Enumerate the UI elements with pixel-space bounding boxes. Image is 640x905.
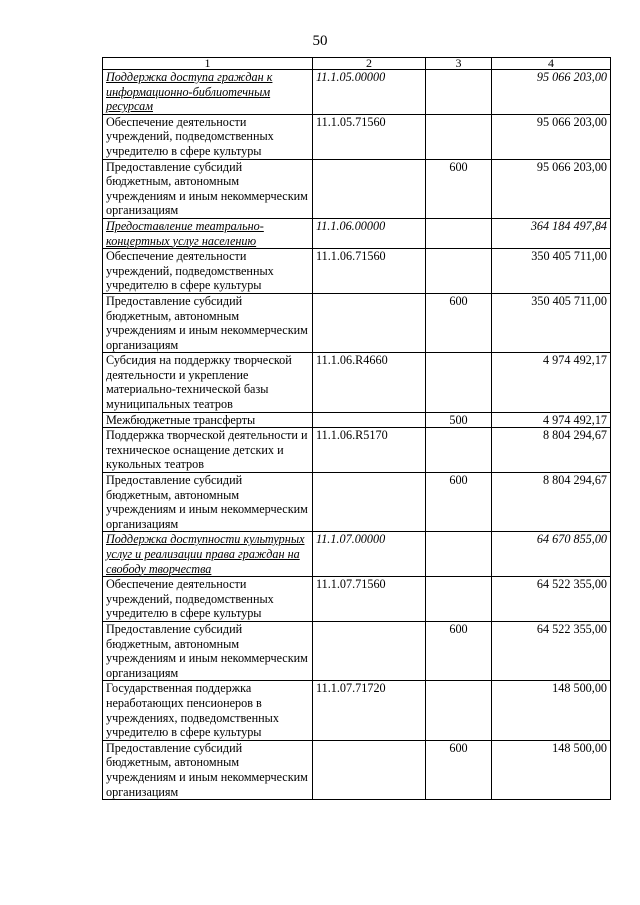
- column-header-1: 1: [103, 58, 313, 70]
- row-code-cell: 11.1.05.71560: [313, 114, 426, 159]
- row-amount-cell: 95 066 203,00: [492, 114, 611, 159]
- row-amount-cell: 350 405 711,00: [492, 293, 611, 352]
- row-code-cell: [313, 412, 426, 428]
- row-name-cell: Межбюджетные трансферты: [103, 412, 313, 428]
- row-name-cell: Предоставление субсидий бюджетным, автономным учреждениям и иным некоммерческим организациям: [103, 621, 313, 680]
- row-type-cell: [426, 353, 492, 412]
- row-amount-cell: 64 522 355,00: [492, 577, 611, 622]
- row-code-cell: [313, 740, 426, 799]
- table-row: [103, 428, 611, 473]
- row-amount-cell: 95 066 203,00: [492, 159, 611, 218]
- row-type-cell: [426, 218, 492, 248]
- table-row: [103, 159, 611, 218]
- table-header-row: [103, 58, 611, 70]
- row-name-cell: Предоставление субсидий бюджетным, автономным учреждениям и иным некоммерческим организациям: [103, 293, 313, 352]
- row-type-cell: 600: [426, 740, 492, 799]
- row-amount-cell: 364 184 497,84: [492, 218, 611, 248]
- row-name-cell: Обеспечение деятельности учреждений, подведомственных учредителю в сфере культуры: [103, 249, 313, 294]
- table-row: [103, 473, 611, 532]
- row-code-cell: [313, 621, 426, 680]
- row-name-cell: Поддержка доступа граждан к информационно-библиотечным ресурсам: [103, 70, 313, 115]
- table-row: [103, 621, 611, 680]
- row-name-cell: Предоставление театрально-концертных услуг населению: [103, 218, 313, 248]
- row-amount-cell: 64 522 355,00: [492, 621, 611, 680]
- row-amount-cell: 4 974 492,17: [492, 353, 611, 412]
- row-amount-cell: 350 405 711,00: [492, 249, 611, 294]
- table-row: [103, 114, 611, 159]
- row-code-cell: 11.1.06.R4660: [313, 353, 426, 412]
- row-name-cell: Обеспечение деятельности учреждений, подведомственных учредителю в сфере культуры: [103, 577, 313, 622]
- table-row: [103, 532, 611, 577]
- table-row: [103, 577, 611, 622]
- row-name-cell: Поддержка творческой деятельности и техническое оснащение детских и кукольных театров: [103, 428, 313, 473]
- row-type-cell: 500: [426, 412, 492, 428]
- row-type-cell: [426, 532, 492, 577]
- row-type-cell: [426, 114, 492, 159]
- column-header-3: 3: [426, 58, 492, 70]
- row-code-cell: 11.1.07.71560: [313, 577, 426, 622]
- row-type-cell: [426, 70, 492, 115]
- row-name-cell: Обеспечение деятельности учреждений, подведомственных учредителю в сфере культуры: [103, 114, 313, 159]
- table-row: [103, 740, 611, 799]
- budget-table: [102, 57, 611, 800]
- row-amount-cell: 95 066 203,00: [492, 70, 611, 115]
- row-name-cell: Государственная поддержка неработающих пенсионеров в учреждениях, подведомственных учредителю в сфере культуры: [103, 681, 313, 740]
- table-row: [103, 681, 611, 740]
- row-type-cell: 600: [426, 621, 492, 680]
- table-row: [103, 249, 611, 294]
- column-header-4: 4: [492, 58, 611, 70]
- row-amount-cell: 148 500,00: [492, 740, 611, 799]
- row-name-cell: Предоставление субсидий бюджетным, автономным учреждениям и иным некоммерческим организациям: [103, 159, 313, 218]
- row-type-cell: [426, 428, 492, 473]
- row-name-cell: Поддержка доступности культурных услуг и реализации права граждан на свободу творчества: [103, 532, 313, 577]
- page-number: 50: [312, 33, 328, 49]
- table-row: [103, 412, 611, 428]
- row-type-cell: [426, 249, 492, 294]
- row-type-cell: 600: [426, 293, 492, 352]
- row-name-cell: Предоставление субсидий бюджетным, автономным учреждениям и иным некоммерческим организациям: [103, 473, 313, 532]
- row-code-cell: [313, 159, 426, 218]
- row-name-cell: Субсидия на поддержку творческой деятельности и укрепление материально-технической базы муниципальных театров: [103, 353, 313, 412]
- row-code-cell: 11.1.07.00000: [313, 532, 426, 577]
- row-code-cell: 11.1.06.R5170: [313, 428, 426, 473]
- row-amount-cell: 4 974 492,17: [492, 412, 611, 428]
- row-amount-cell: 8 804 294,67: [492, 428, 611, 473]
- row-code-cell: 11.1.07.71720: [313, 681, 426, 740]
- table-row: [103, 70, 611, 115]
- row-amount-cell: 64 670 855,00: [492, 532, 611, 577]
- row-code-cell: [313, 473, 426, 532]
- row-amount-cell: 148 500,00: [492, 681, 611, 740]
- row-amount-cell: 8 804 294,67: [492, 473, 611, 532]
- row-type-cell: 600: [426, 473, 492, 532]
- row-code-cell: 11.1.06.00000: [313, 218, 426, 248]
- row-code-cell: [313, 293, 426, 352]
- row-code-cell: 11.1.06.71560: [313, 249, 426, 294]
- row-type-cell: [426, 681, 492, 740]
- table-body: [103, 70, 611, 800]
- table-row: [103, 293, 611, 352]
- table-row: [103, 218, 611, 248]
- row-type-cell: [426, 577, 492, 622]
- row-type-cell: 600: [426, 159, 492, 218]
- column-header-2: 2: [313, 58, 426, 70]
- row-code-cell: 11.1.05.00000: [313, 70, 426, 115]
- row-name-cell: Предоставление субсидий бюджетным, автономным учреждениям и иным некоммерческим организациям: [103, 740, 313, 799]
- table-row: [103, 353, 611, 412]
